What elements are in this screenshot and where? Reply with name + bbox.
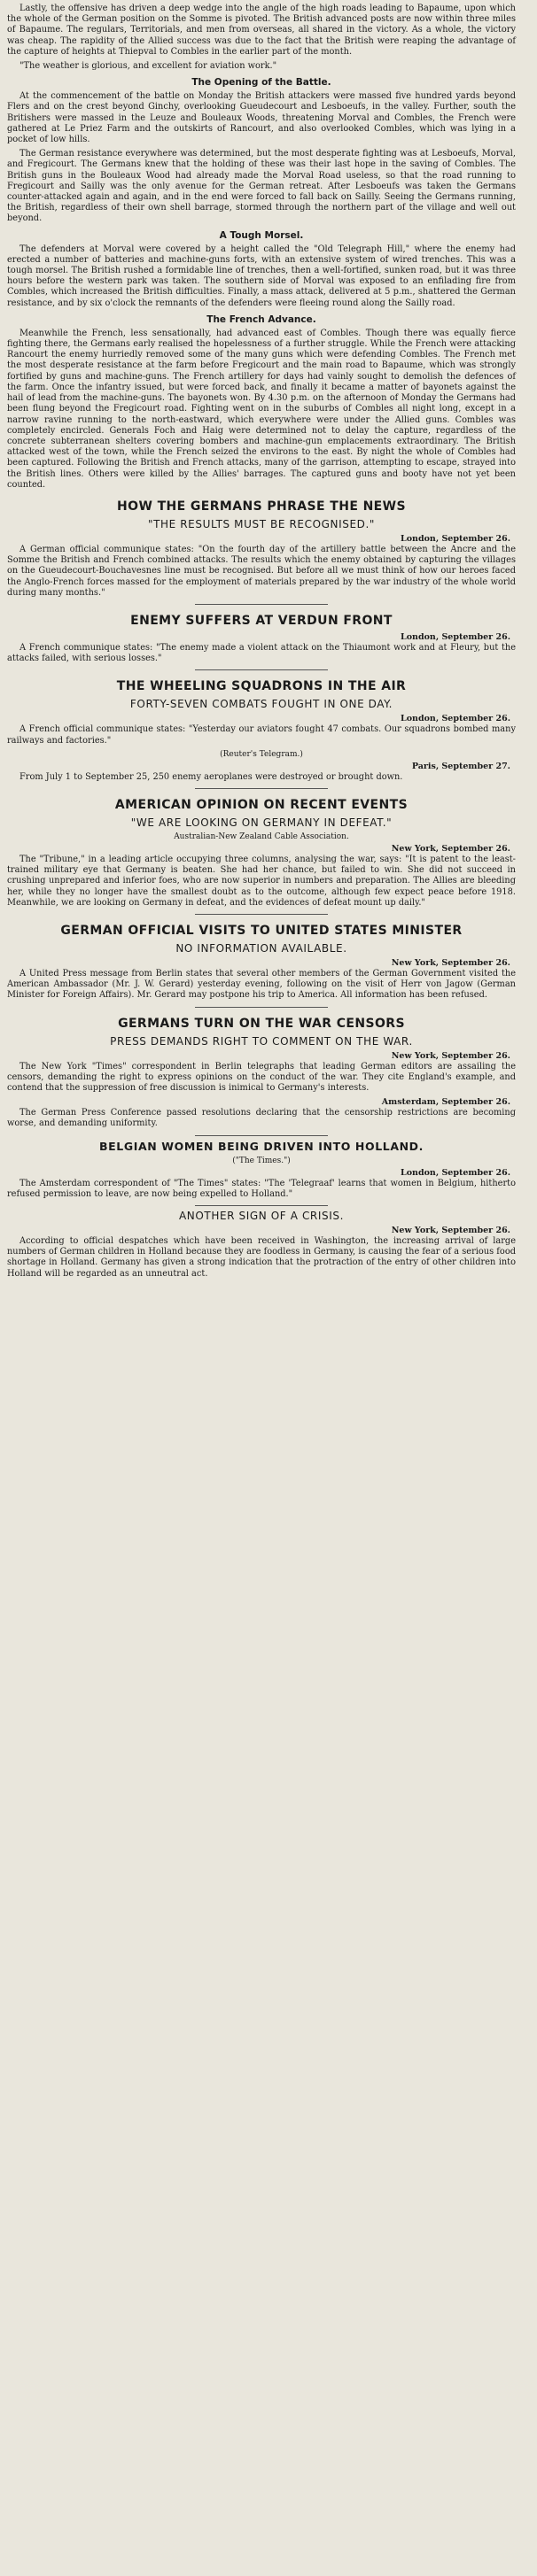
dateline: New York, September 26. (391, 957, 510, 968)
dateline: New York, September 26. (391, 1226, 510, 1235)
article-war-censors (7, 1017, 516, 1130)
article-deck: "THE RESULTS MUST BE RECOGNISED." (147, 517, 376, 530)
article-headline: BELGIAN WOMEN BEING DRIVEN INTO HOLLAND. (99, 1139, 424, 1153)
article-belgian-women (7, 1140, 516, 1200)
article-headline: THE WHEELING SQUADRONS IN THE AIR (116, 679, 407, 694)
dateline: Paris, September 27. (411, 761, 510, 771)
paragraph: From July 1 to September 25, 250 enemy aeroplanes were destroyed or brought down. (19, 771, 403, 782)
newspaper-page (0, 0, 523, 1280)
paragraph: The German resistance everywhere was determined, but the most desperate fighting was at Lesboeufs, Morval, and Fregicourt. The Germans knew that the holding of these was their last hope in the saving of Combles. The British guns in the Bouleaux Wood had already made the Morval Road useless, so that the road running to Fregicourt and Sailly was the only avenue for the German retreat. After Lesboeufs was taken the Germans counter-attacked again and again, and in the end were forced to fall back on Sailly. Seeing the Germans running, the British, regardless of their own shell barrage, stormed through the northern part of the village and well out beyond. (7, 149, 516, 224)
paragraph: A United Press message from Berlin states that several other members of the German Government visited the American Ambassador (Mr. J. W. Gerard) yesterday evening, following on the visit of Herr von Jagow (German Minister for Foreign Affairs). Mr. Gerard may postpone his trip to America. All information has been refused. (7, 968, 516, 1001)
paragraph: The New York "Times" correspondent in Berlin telegraphs that leading German editors are assailing the censors, demanding the right to express opinions on the conduct of the war. They cite England's example, and contend that the suppression of free discussion is inimical to Germany's interests. (7, 1061, 516, 1093)
paragraph: "The weather is glorious, and excellent for aviation work." (19, 61, 277, 72)
paragraph: The "Tribune," in a leading article occupying three columns, analysing the war, says: "It is patent to the least-trained military eye that Germany is beaten. She had her chance, but failed to win. She did not succeed in crushing unprepared and inferior foes, who are now superior in numbers and preparation. The Allies are bleeding her, while they no longer have the smallest doubt as to the outcome, although few expect peace before 1918. Meanwhile, we are looking on Germany in defeat, and the evidences of defeat mount up daily." (7, 854, 516, 908)
article-verdun (7, 614, 516, 664)
article-headline: GERMANS TURN ON THE WAR CENSORS (118, 1016, 405, 1031)
divider (195, 1007, 328, 1008)
article-american-opinion (7, 798, 516, 909)
paragraph: Lastly, the offensive has driven a deep wedge into the angle of the high roads leading to Bapaume, upon which the whole of the German position on the Somme is pivoted. The British advanced posts are now within three miles of Bapaume. The regulars, Territorials, and men from overseas, all shared in the victory. As a whole, the victory was cheap. The rapidity of the Allied success was due to the fact that the British were reaping the advantage of the capture of heights at Thiepval to Combles in the earlier part of the month. (7, 4, 516, 57)
source-credit: Australian-New Zealand Cable Association. (174, 832, 349, 841)
dateline: Amsterdam, September 26. (381, 1097, 510, 1108)
article-deck: PRESS DEMANDS RIGHT TO COMMENT ON THE WAR. (110, 1034, 413, 1048)
paragraph: A French official communique states: "Yesterday our aviators fought 47 combats. Our squadrons bombed many railways and factories." (7, 724, 516, 746)
divider (195, 604, 328, 605)
article-headline: HOW THE GERMANS PHRASE THE NEWS (117, 499, 406, 514)
article-deck: FORTY-SEVEN COMBATS FOUGHT IN ONE DAY. (129, 698, 393, 711)
article-german-phrasing (7, 499, 516, 599)
paragraph: The defenders at Morval were covered by a height called the "Old Telegraph Hill," where the enemy had erected a number of batteries and machine-guns forts, with an extensive system of wired trenches. This was a tough morsel. The British rushed a formidable line of trenches, then a well-fortified, sunken road, but it was three hours before the western park was taken. The southern side of Morval was exposed to an enfilading fire from Combles, which increased the British difficulties. Finally, a mass attack, delivered at 5 p.m., shattered the German resistance, and by six o'clock the remnants of the defenders were fleeing round along the Sailly road. (7, 244, 516, 308)
divider (195, 1135, 328, 1136)
dateline: New York, September 26. (391, 843, 510, 854)
article-headline: AMERICAN OPINION ON RECENT EVENTS (114, 797, 409, 812)
paragraph: A German official communique states: "On the fourth day of the artillery battle between the Ancre and the Somme the British and French combined attacks. The results which the enemy obtained by capturing the villages on the Gueudecourt-Bouchavesnes line must be recognised. But before all we must think of how our heroes faced the Anglo-French forces massed for the employment of materials prepared by the war industry of the whole world during many months." (7, 544, 516, 598)
article-deck: "WE ARE LOOKING ON GERMANY IN DEFEAT." (130, 816, 393, 829)
paragraph: A French communique states: "The enemy made a violent attack on the Thiaumont work and at Fleury, but the attacks failed, with serious losses." (7, 642, 516, 664)
dateline: London, September 26. (401, 533, 510, 544)
article-air-squadrons (7, 679, 516, 783)
dateline: New York, September 26. (391, 1050, 510, 1061)
dateline: London, September 26. (401, 631, 510, 642)
article-headline: ENEMY SUFFERS AT VERDUN FRONT (130, 613, 393, 628)
source-credit: ("The Times.") (232, 1156, 291, 1165)
article-us-minister (7, 924, 516, 1002)
paragraph: The Amsterdam correspondent of "The Times" states: "The 'Telegraaf' learns that women in Belgium, hitherto refused permission to leave, are now being expelled to Holland." (7, 1178, 516, 1199)
divider (195, 788, 328, 789)
article-deck: NO INFORMATION AVAILABLE. (175, 941, 347, 955)
battle-report (7, 4, 516, 491)
subheading: The French Advance. (206, 313, 316, 325)
dateline: London, September 26. (401, 714, 510, 724)
divider (195, 914, 328, 915)
paragraph: At the commencement of the battle on Monday the British attackers were massed five hundred yards beyond Flers and on the crest beyond Ginchy, overlooking Gueudecourt and Lesboeufs, in the valley. Further, south the Britishers were massed in the Leuze and Bouleaux Woods, threatening Morval and Combles, the French were gathered at Le Priez Farm and the outskirts of Rancourt, and also overlooked Combles, which was lying in a pocket of low hills. (7, 91, 516, 145)
article-headline: GERMAN OFFICIAL VISITS TO UNITED STATES MINISTER (60, 923, 463, 938)
article-headline: ANOTHER SIGN OF A CRISIS. (179, 1210, 344, 1222)
divider (195, 669, 328, 670)
paragraph: According to official despatches which have been received in Washington, the increasing arrival of large numbers of German children in Holland because they are foodless in Germany, is causing the fear of a serious food shortage in Holland. Germany has given a strong indication that the protraction of the entry of other children into Holland will be regarded as an unneutral act. (7, 1236, 516, 1279)
divider (195, 1205, 328, 1206)
paragraph: Meanwhile the French, less sensationally, had advanced east of Combles. Though there was equally fierce fighting there, the Germans early realised the hopelessness of a further struggle. While the French were attacking Rancourt the enemy hurriedly removed some of the many guns which were defending Combles. The French met the most desperate resistance at the farm before Fregicourt and the main road to Bapaume, which was strongly fortified by guns and machine-guns. The French artillery for days had vainly sought to demolish the defences of the farm. Once the infantry issued, but were forced back, and finally it became a matter of bayonets against the hail of lead from the machine-guns. The bayonets won. By 4.30 p.m. on the afternoon of Monday the Germans had been flung beyond the Fregicourt road. Fighting went on in the suburbs of Combles all night long, except in a narrow ravine running to the north-eastward, which everywhere were under the Allied guns. Combles was completely encircled. Generals Foch and Haig were determined not to delay the capture, regardless of the concrete subterranean shelters covering bombers and machine-gun emplacements extraordinary. The British attacked west of the town, while the French seized the environs to the east. By night the whole of Combles had been captured. Following the British and French attacks, many of the garrison, attempting to escape, strayed into the British lines. Others were killed by the Allies' barrages. The captured guns and booty have not yet been counted. (7, 328, 516, 490)
article-crisis-sign (7, 1210, 516, 1280)
subheading: A Tough Morsel. (219, 229, 304, 241)
paragraph: The German Press Conference passed resolutions declaring that the censorship restrictions are becoming worse, and demanding uniformity. (7, 1108, 516, 1129)
subheading: The Opening of the Battle. (191, 77, 331, 89)
dateline: London, September 26. (401, 1167, 510, 1178)
source-credit: (Reuter's Telegram.) (220, 749, 303, 759)
